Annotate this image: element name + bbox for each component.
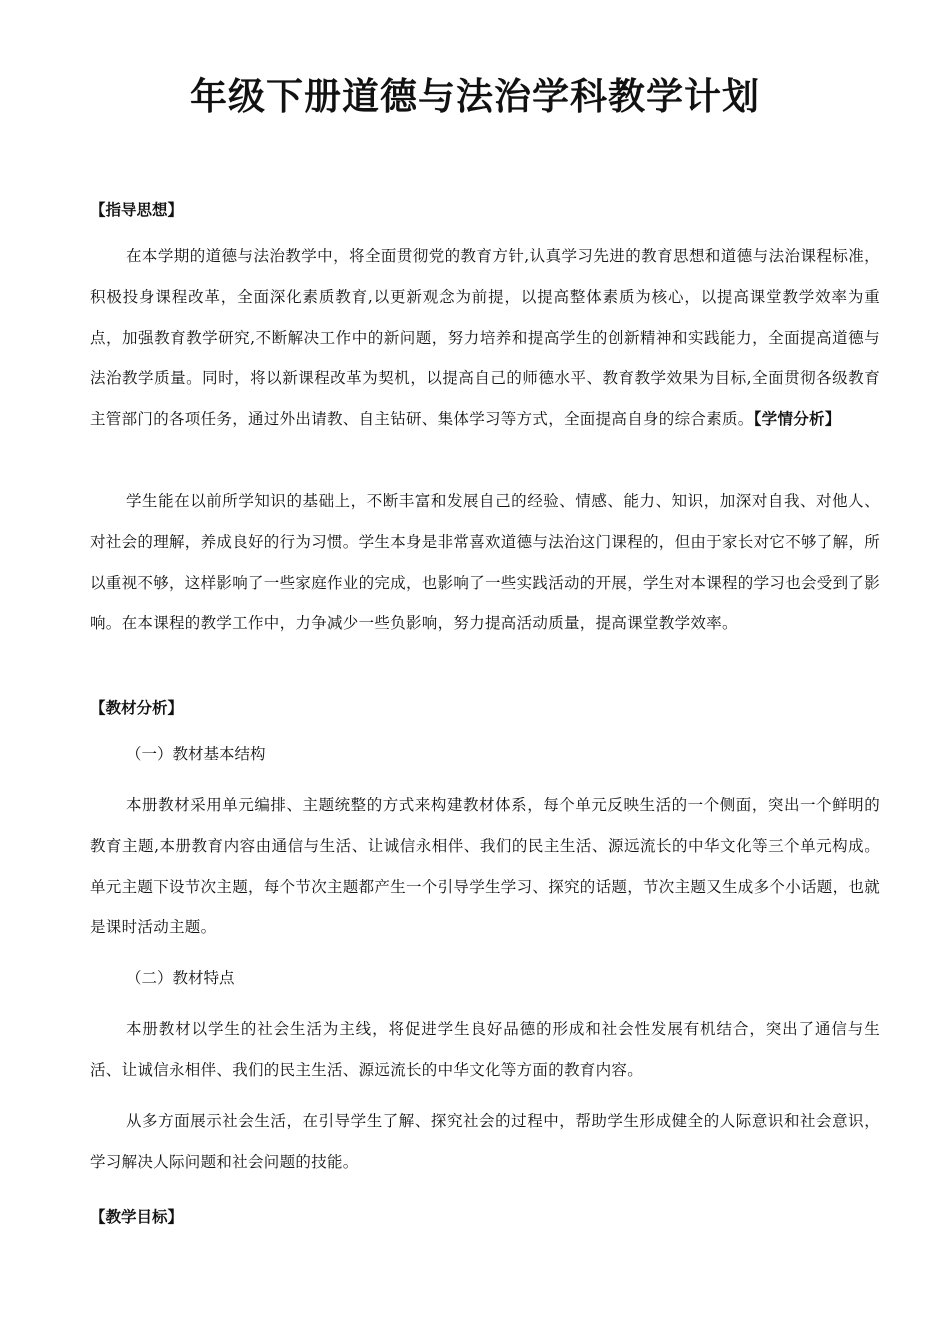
section-heading-teaching-goals: 【教学目标】 [90,1208,184,1226]
paragraph-textbook-features-2: 从多方面展示社会生活，在引导学生了解、探究社会的过程中，帮助学生形成健全的人际意识和社会意识，学习解决人际问题和社会问题的技能。 [90,1112,880,1171]
paragraph-student-analysis: 学生能在以前所学知识的基础上，不断丰富和发展自己的经验、情感、能力、知识，加深对自我、对他人、对社会的理解，养成良好的行为习惯。学生本身是非常喜欢道德与法治这门课程的，但由于家长对它不够了解，所以重视不够，这样影响了一些家庭作业的完成，也影响了一些实践活动的开展，学生对本课程的学习也会受到了影响。在本课程的教学工作中，力争减少一些负影响，努力提高活动质量，提高课堂教学效率。 [90,492,881,633]
section-heading-student-analysis: 【学情分析】 [753,410,841,429]
paragraph-guiding-ideology-text: 在本学期的道德与法治教学中，将全面贯彻党的教育方针,认真学习先进的教育思想和道德与法治课程标准，积极投身课程改革，全面深化素质教育,以更新观念为前提，以提高整体素质为核心，以提高课堂教学效率为重点，加强教育教学研究,不断解决工作中的新问题，努力培养和提高学生的创新精神和实践能力，全面提高道德与法治教学质量。同时，将以新课程改革为契机，以提高自己的师德水平、教育教学效果为目标,全面贯彻各级教育主管部门的各项任务，通过外出请教、自主钻研、集体学习等方式，全面提高自身的综合素质。 [90,247,880,429]
paragraph-textbook-structure: 本册教材采用单元编排、主题统整的方式来构建教材体系，每个单元反映生活的一个侧面，突出一个鲜明的教育主题,本册教育内容由通信与生活、让诚信永相伴、我们的民主生活、源远流长的中华文化等三个单元构成。单元主题下设节次主题，每个节次主题都产生一个引导学生学习、探究的话题，节次主题又生成多个小话题，也就是课时活动主题。 [90,796,881,937]
subheading-textbook-structure: （一）教材基本结构 [126,745,266,763]
section-heading-guiding-ideology: 【指导思想】 [90,201,184,219]
section-heading-textbook-analysis: 【教材分析】 [90,699,184,717]
paragraph-guiding-ideology [90,236,880,440]
document-title: 年级下册道德与法治学科教学计划 [190,75,760,118]
subheading-textbook-features: （二）教材特点 [126,969,235,987]
paragraph-textbook-features-1: 本册教材以学生的社会生活为主线，将促进学生良好品德的形成和社会性发展有机结合，突出了通信与生活、让诚信永相伴、我们的民主生活、源远流长的中华文化等方面的教育内容。 [90,1020,880,1079]
